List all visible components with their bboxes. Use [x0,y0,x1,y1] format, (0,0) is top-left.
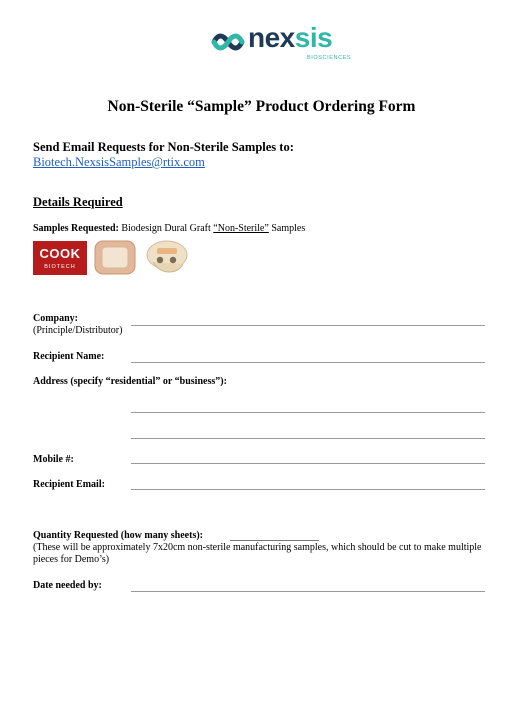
address-field-line-1[interactable] [131,412,485,413]
samples-requested-label: Samples Requested: [33,223,119,234]
quantity-note: (These will be approximately 7x20cm non-sterile manufacturing samples, which should be cut to make multiple pieces for Demo’s) [33,542,482,565]
recipient-name-field[interactable] [131,362,485,363]
cook-logo-sub: BIOTECH [44,264,76,270]
quantity-label: Quantity Requested (how many sheets): [33,530,203,541]
mobile-field[interactable] [131,463,485,464]
nexsis-logo-mark-icon [210,27,246,57]
recipient-email-label: Recipient Email: [33,479,105,490]
company-label: Company: [33,313,79,324]
samples-text-before: Biodesign Dural Graft [121,223,214,234]
email-link[interactable]: Biotech.NexsisSamples@rtix.com [33,155,205,169]
quantity-field[interactable] [230,540,319,541]
nexsis-logo [210,24,362,62]
date-needed-label: Date needed by: [33,580,102,591]
date-needed-field[interactable] [131,591,485,592]
address-field-line-2[interactable] [131,438,485,439]
page-title: Non-Sterile “Sample” Product Ordering Form [107,98,416,115]
company-field[interactable] [131,325,485,326]
logo-wordmark: nexsis [248,22,333,53]
cook-biotech-logo [33,241,87,275]
dural-graft-image [93,239,137,276]
mobile-label: Mobile #: [33,454,74,465]
cook-logo-main: COOK [39,246,81,261]
samples-requested-row [33,223,305,234]
samples-non-sterile-text: “Non-Sterile” [213,223,269,234]
company-note: (Principle/Distributor) [33,325,123,336]
logo-subtitle: BIOSCIENCES [307,55,352,61]
recipient-email-field[interactable] [131,489,485,490]
skull-model-image [143,238,191,276]
details-heading: Details Required [33,195,123,209]
recipient-name-label: Recipient Name: [33,351,105,362]
address-label: Address (specify “residential” or “business”): [33,376,227,387]
send-heading: Send Email Requests for Non-Sterile Samples to: [33,140,294,154]
samples-text-after: Samples [268,223,306,234]
